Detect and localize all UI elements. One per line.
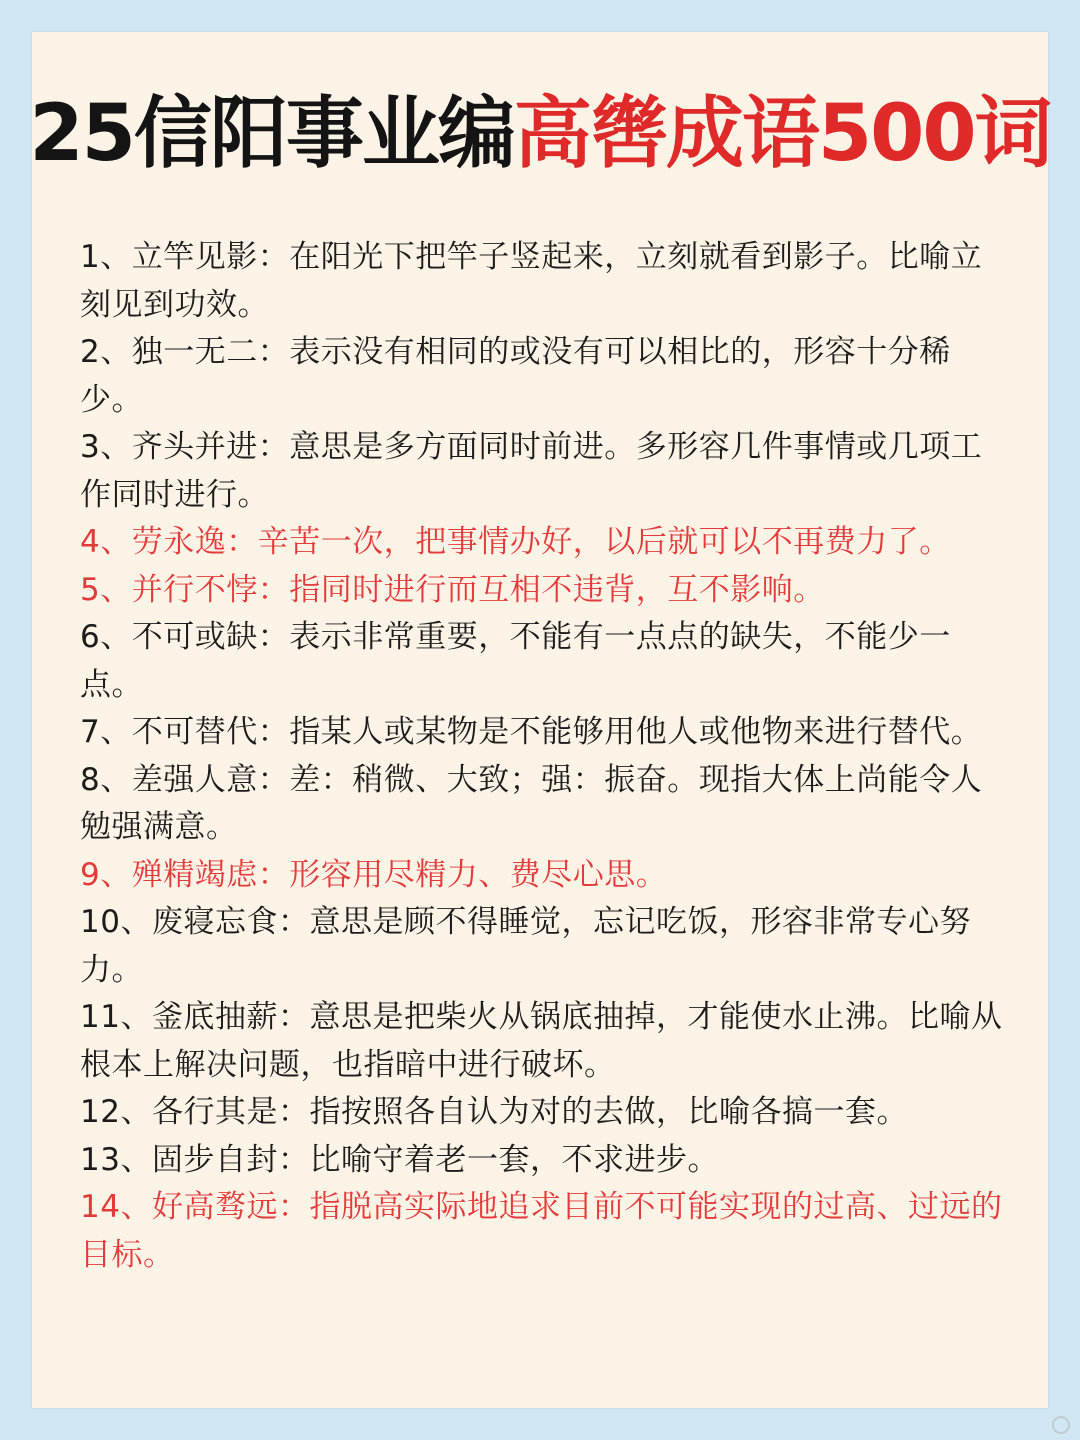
list-item: 2、独一无二：表示没有相同的或没有可以相比的，形容十分稀少。: [80, 334, 951, 418]
title-part-2: 高辔成语500词: [513, 89, 1051, 179]
list-item: 8、差强人意：差：稍微、大致；强：振奋。现指大体上尚能令人勉强满意。: [80, 761, 983, 845]
list-item: 5、并行不悖：指同时进行而互相不违背，互不影响。: [80, 571, 825, 608]
list-item: 14、好高骛远：指脱高实际地追求目前不可能实现的过高、过远的目标。: [80, 1189, 1003, 1273]
list-item: 1、立竿见影：在阳光下把竿子竖起来，立刻就看到影子。比喻立刻见到功效。: [80, 239, 983, 323]
page-title: [0, 89, 1080, 179]
list-item: 13、固步自封：比喻守着老一套，不求进步。: [80, 1141, 719, 1178]
list-item: 11、釜底抽薪：意思是把柴火从锅底抽掉，才能使水止沸。比喻从根本上解决问题，也指暗中进行破坏。: [80, 999, 1003, 1083]
list-item: 7、不可替代：指某人或某物是不能够用他人或他物来进行替代。: [80, 714, 983, 750]
list-item: 6、不可或缺：表示非常重要，不能有一点点的缺失，不能少一点。: [80, 619, 951, 703]
title-part-1: 25信阳事业编: [29, 89, 514, 179]
list-item: 9、殚精竭虑：形容用尽精力、费尽心思。: [80, 856, 668, 893]
list-item: 4、劳永逸：辛苦一次，把事情办好，以后就可以不再费力了。: [80, 524, 951, 560]
list-item: 10、废寝忘食：意思是顾不得睡觉，忘记吃饭，形容非常专心努力。: [80, 904, 971, 988]
watermark-icon: [1052, 1416, 1070, 1434]
idiom-list: [80, 234, 1005, 1279]
list-item: 12、各行其是：指按照各自认为对的去做，比喻各搞一套。: [80, 1094, 908, 1130]
list-item: 3、齐头并进：意思是多方面同时前进。多形容几件事情或几项工作同时进行。: [80, 429, 983, 513]
